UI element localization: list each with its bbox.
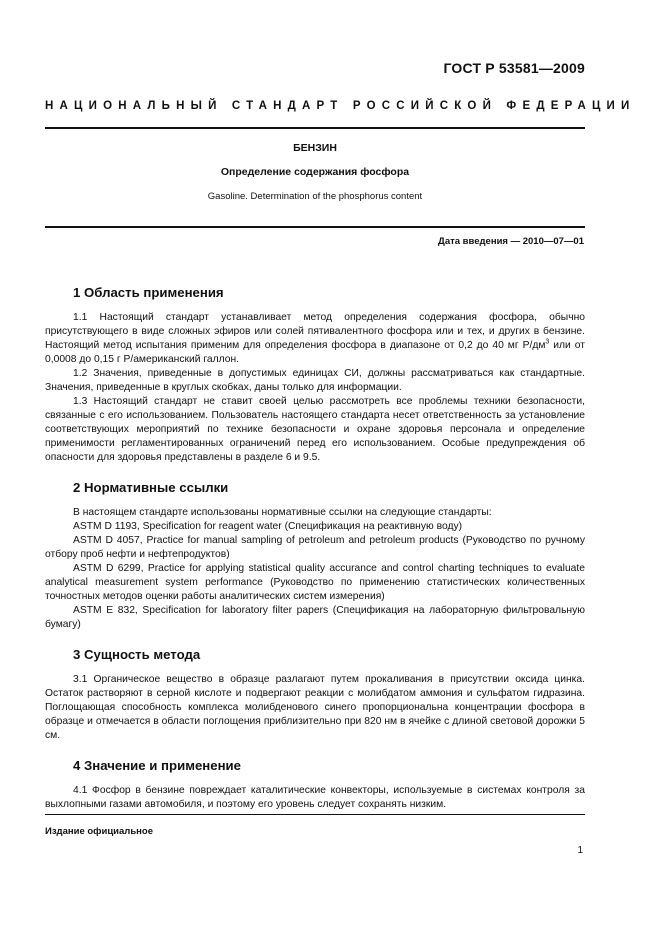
paragraph-1-2: 1.2 Значения, приведенные в допустимых единицах СИ, должны рассматриваться как стандартные. Значения, приведенные в круглых скобках, даны только для информации. [45,368,585,393]
page-number: 1 [577,845,583,856]
section-method-essence [45,646,585,743]
reference-astm-d4057: ASTM D 4057, Practice for manual sampling of petroleum and petroleum products (Руководство по ручному отбору проб нефти и нефтепродуктов) [45,535,585,560]
top-rule [45,127,585,129]
section-heading: 3 Сущность метода [73,647,201,662]
document-title-english: Gasoline. Determination of the phosphorus content [207,191,423,202]
reference-astm-d6299: ASTM D 6299, Practice for applying statistical quality accurance and control charting techniques to evaluate analytical measurement system performance (Руководство по применению статистических количественных точностных методов оценки работы аналитических систем измерения) [45,563,585,602]
introduction-date: Дата введения — 2010—07—01 [438,236,584,247]
document-title: БЕНЗИН [293,142,337,154]
section-heading: 4 Значение и применение [73,758,241,773]
title-rule [45,226,585,228]
paragraph-1-1: 1.1 Настоящий стандарт устанавливает метод определения содержания фосфора, обычно присутствующего в виде сложных эфиров или солей пятивалентного фосфора или и тех, и других в бензине. Настоящий метод испытания применим для определения фосфора в диапазоне от 0,2 до 40 мг $Р/дм^3$ или от 0,0008 до 0,15 г Р/американский галлон. [45,312,585,365]
paragraph-1-3: 1.3 Настоящий стандарт не ставит своей целью рассмотреть все проблемы техники безопасности, связанные с его использованием. Пользователь настоящего стандарта несет ответственность за установление соответствующих мероприятий по технике безопасности и охране здоровья персонала и определение применимости регламентированных ограничений перед его использованием. Особые предупреждения об опасности для здоровья представлены в разделе 6 и 9.5. [45,396,585,463]
reference-astm-d1193: ASTM D 1193, Specification for reagent water (Спецификация на реактивную воду) [73,521,463,532]
superscript-3: 3 [545,338,550,346]
section-heading: 2 Нормативные ссылки [73,480,229,495]
document-subtitle: Определение содержания фосфора [220,166,410,178]
section-heading: 1 Область применения [73,285,224,300]
section-scope [45,284,585,465]
national-standard-title: НАЦИОНАЛЬНЫЙ СТАНДАРТ РОССИЙСКОЙ ФЕДЕРАЦИИ [45,100,636,112]
standard-code: ГОСТ Р 53581—2009 [443,60,585,76]
footer-rule [45,814,585,815]
document-body [45,284,585,826]
paragraph-3-1: 3.1 Органическое вещество в образце разлагают путем прокаливания в присутствии оксида цинка. Остаток растворяют в серной кислоте и подвергают реакции с молибдатом аммония и сульфатом гидразина. Поглощающая способность комплекса молибденового синего пропорциональна концентрации фосфора в образце и отмечается в области поглощения приблизительно при 820 нм в ячейке с длиной световой дорожки 5 см. [45,674,585,741]
section-significance-use [45,757,585,812]
paragraph-2-intro: В настоящем стандарте использованы нормативные ссылки на следующие стандарты: [73,507,492,518]
reference-astm-e832: ASTM E 832, Specification for laboratory filter papers (Спецификация на лабораторную фильтровальную бумагу) [45,605,585,630]
section-normative-references [45,479,585,632]
official-edition-label: Издание официальное [45,826,153,837]
paragraph-4-1: 4.1 Фосфор в бензине повреждает каталитические конвекторы, используемые в системах контроля за выхлопными газами автомобиля, и поэтому его уровень следует сохранять низким. [45,785,585,810]
